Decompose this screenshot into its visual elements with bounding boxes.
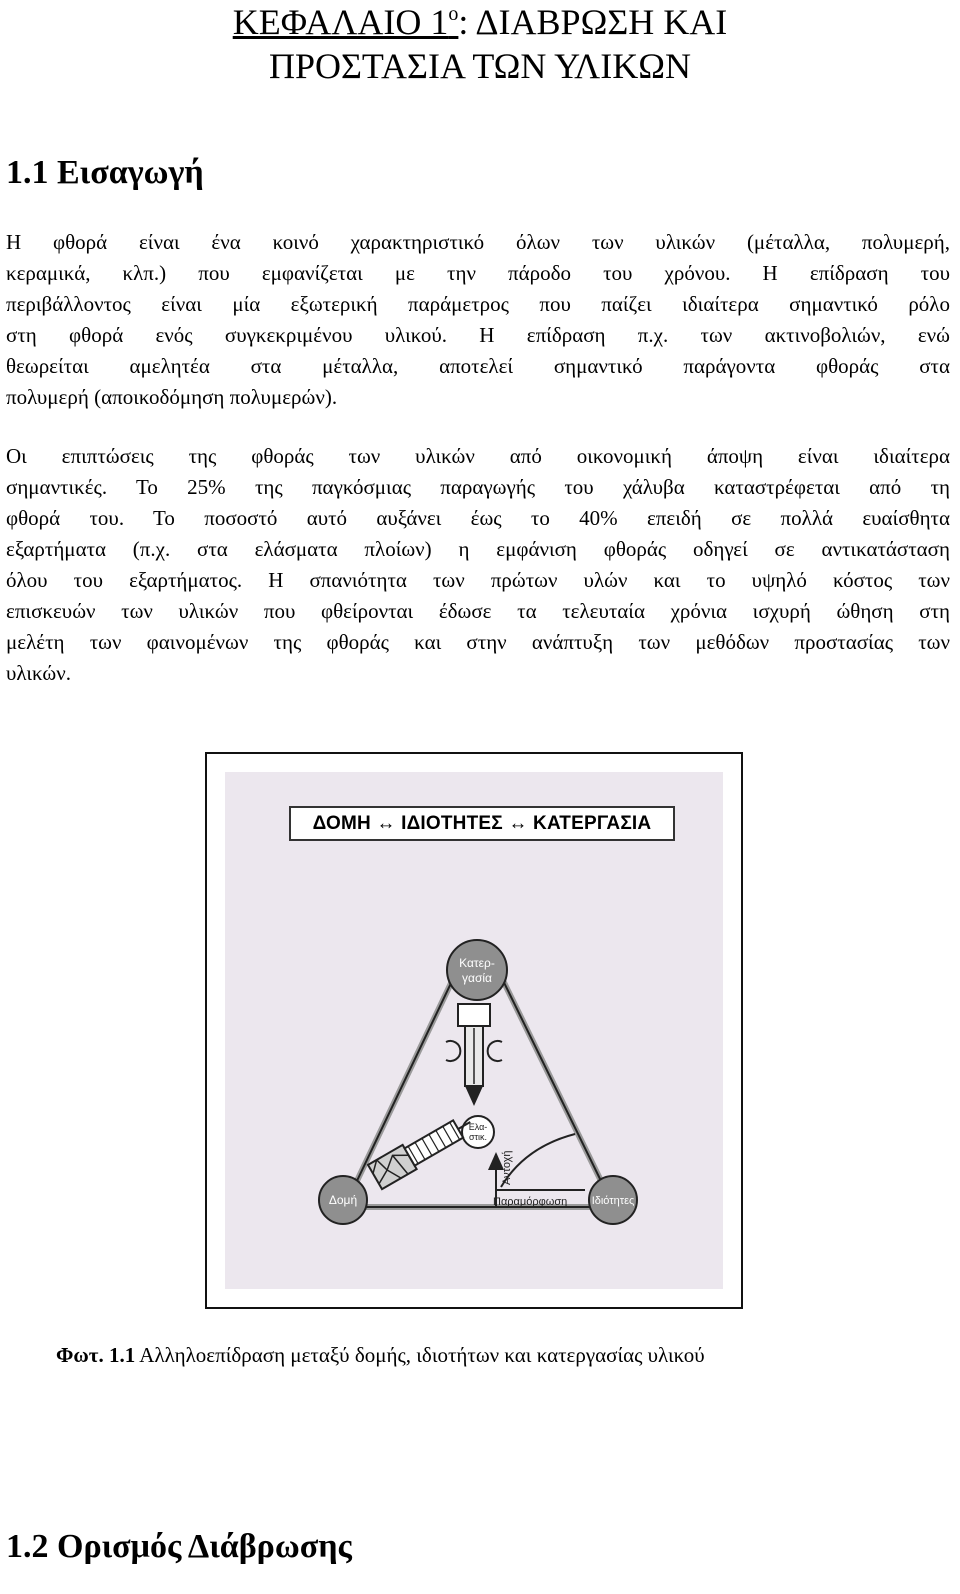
- paragraph-line: Οι επιπτώσεις της φθοράς των υλικών από οικονομική άποψη είναι ιδιαίτερα: [6, 444, 950, 468]
- chapter-title-line2: ΠΡΟΣΤΑΣΙΑ ΤΩΝ ΥΛΙΚΩΝ: [268, 46, 692, 86]
- paragraph-line: θεωρείται αμελητέα στα μέταλλα, αποτελεί σημαντικό παράγοντα φθοράς στα: [6, 354, 950, 378]
- processing-node: [447, 940, 507, 1000]
- caption-label: Φωτ. 1.1: [56, 1343, 136, 1367]
- paragraph-line: κεραμικά, κλπ.) που εμφανίζεται με την πάροδο του χρόνου. Η επίδραση του: [6, 261, 950, 285]
- processing-node-label-1: Κατερ-: [459, 956, 495, 970]
- structure-node-label: Δομή: [328, 1193, 358, 1207]
- section-heading-introduction: 1.1 Εισαγωγή: [6, 154, 204, 191]
- paragraph-line: Η φθορά είναι ένα κοινό χαρακτηριστικό όλων των υλικών (μέταλλα, πολυμερή,: [6, 230, 950, 254]
- chapter-title: [0, 0, 960, 88]
- paragraph-line: φθορά του. Το ποσοστό αυτό αυξάνει έως το 40% επειδή σε πολλά ευαίσθητα: [6, 506, 950, 530]
- paragraph-economics: [6, 441, 950, 689]
- elasticity-node-label-2: στικ.: [468, 1132, 488, 1142]
- press-tool-icon: [446, 1004, 502, 1106]
- paragraph-line: όλου του εξαρτήματος. Η σπανιότητα των πρώτων υλών και το υψηλό κόστος των: [6, 568, 950, 592]
- triangle-diagram: [225, 772, 723, 1289]
- chapter-title-rest: : ΔΙΑΒΡΩΣΗ ΚΑΙ: [458, 2, 728, 42]
- paragraph-line: υλικών.: [6, 661, 71, 685]
- figure-caption: [56, 1340, 705, 1370]
- paragraph-line: σημαντικές. Το 25% της παγκόσμιας παραγωγής του χάλυβα καταστρέφεται από τη: [6, 475, 950, 499]
- paragraph-line: επισκευών των υλικών που φθείρονται έδωσε τα τελευταία χρόνια ισχυρή ώθηση στη: [6, 599, 950, 623]
- chapter-ordinal: ο: [448, 3, 459, 25]
- paragraph-line: μελέτη των φαινομένων της φθοράς και στην ανάπτυξη των μεθόδων προστασίας των: [6, 630, 950, 654]
- paragraph-line: εξαρτήματα (π.χ. στα ελάσματα πλοίων) η εμφάνιση φθοράς οδηγεί σε αντικατάσταση: [6, 537, 950, 561]
- strength-axis-label: Αντοχή: [501, 1150, 513, 1185]
- chapter-label: ΚΕΦΑΛΑΙΟ 1: [232, 2, 449, 42]
- section-heading-corrosion-definition: 1.2 Ορισμός Διάβρωσης: [6, 1528, 352, 1565]
- paragraph-intro: [6, 227, 950, 413]
- figure-image: [225, 772, 723, 1289]
- processing-node-label-2: γασία: [462, 971, 492, 985]
- caption-text: Αλληλοεπίδραση μεταξύ δομής, ιδιοτήτων και κατεργασίας υλικού: [135, 1343, 705, 1367]
- elasticity-node-label-1: Ελα-: [468, 1122, 488, 1132]
- deformation-axis-label: Παραμόρφωση: [493, 1196, 568, 1208]
- properties-node-label: Ιδιότητες: [591, 1195, 635, 1207]
- figure-banner: ΔΟΜΗ ↔ ΙΔΙΟΤΗΤΕΣ ↔ ΚΑΤΕΡΓΑΣΙΑ: [289, 806, 675, 841]
- paragraph-line: περιβάλλοντος είναι μία εξωτερική παράμετρος που παίζει ιδιαίτερα σημαντικό ρόλο: [6, 292, 950, 316]
- chapter-title-underlined: [233, 2, 459, 42]
- figure-frame: [205, 752, 743, 1309]
- paragraph-line: πολυμερή (αποικοδόμηση πολυμερών).: [6, 385, 338, 409]
- paragraph-line: στη φθορά ενός συγκεκριμένου υλικού. Η επίδραση π.χ. των ακτινοβολιών, ενώ: [6, 323, 950, 347]
